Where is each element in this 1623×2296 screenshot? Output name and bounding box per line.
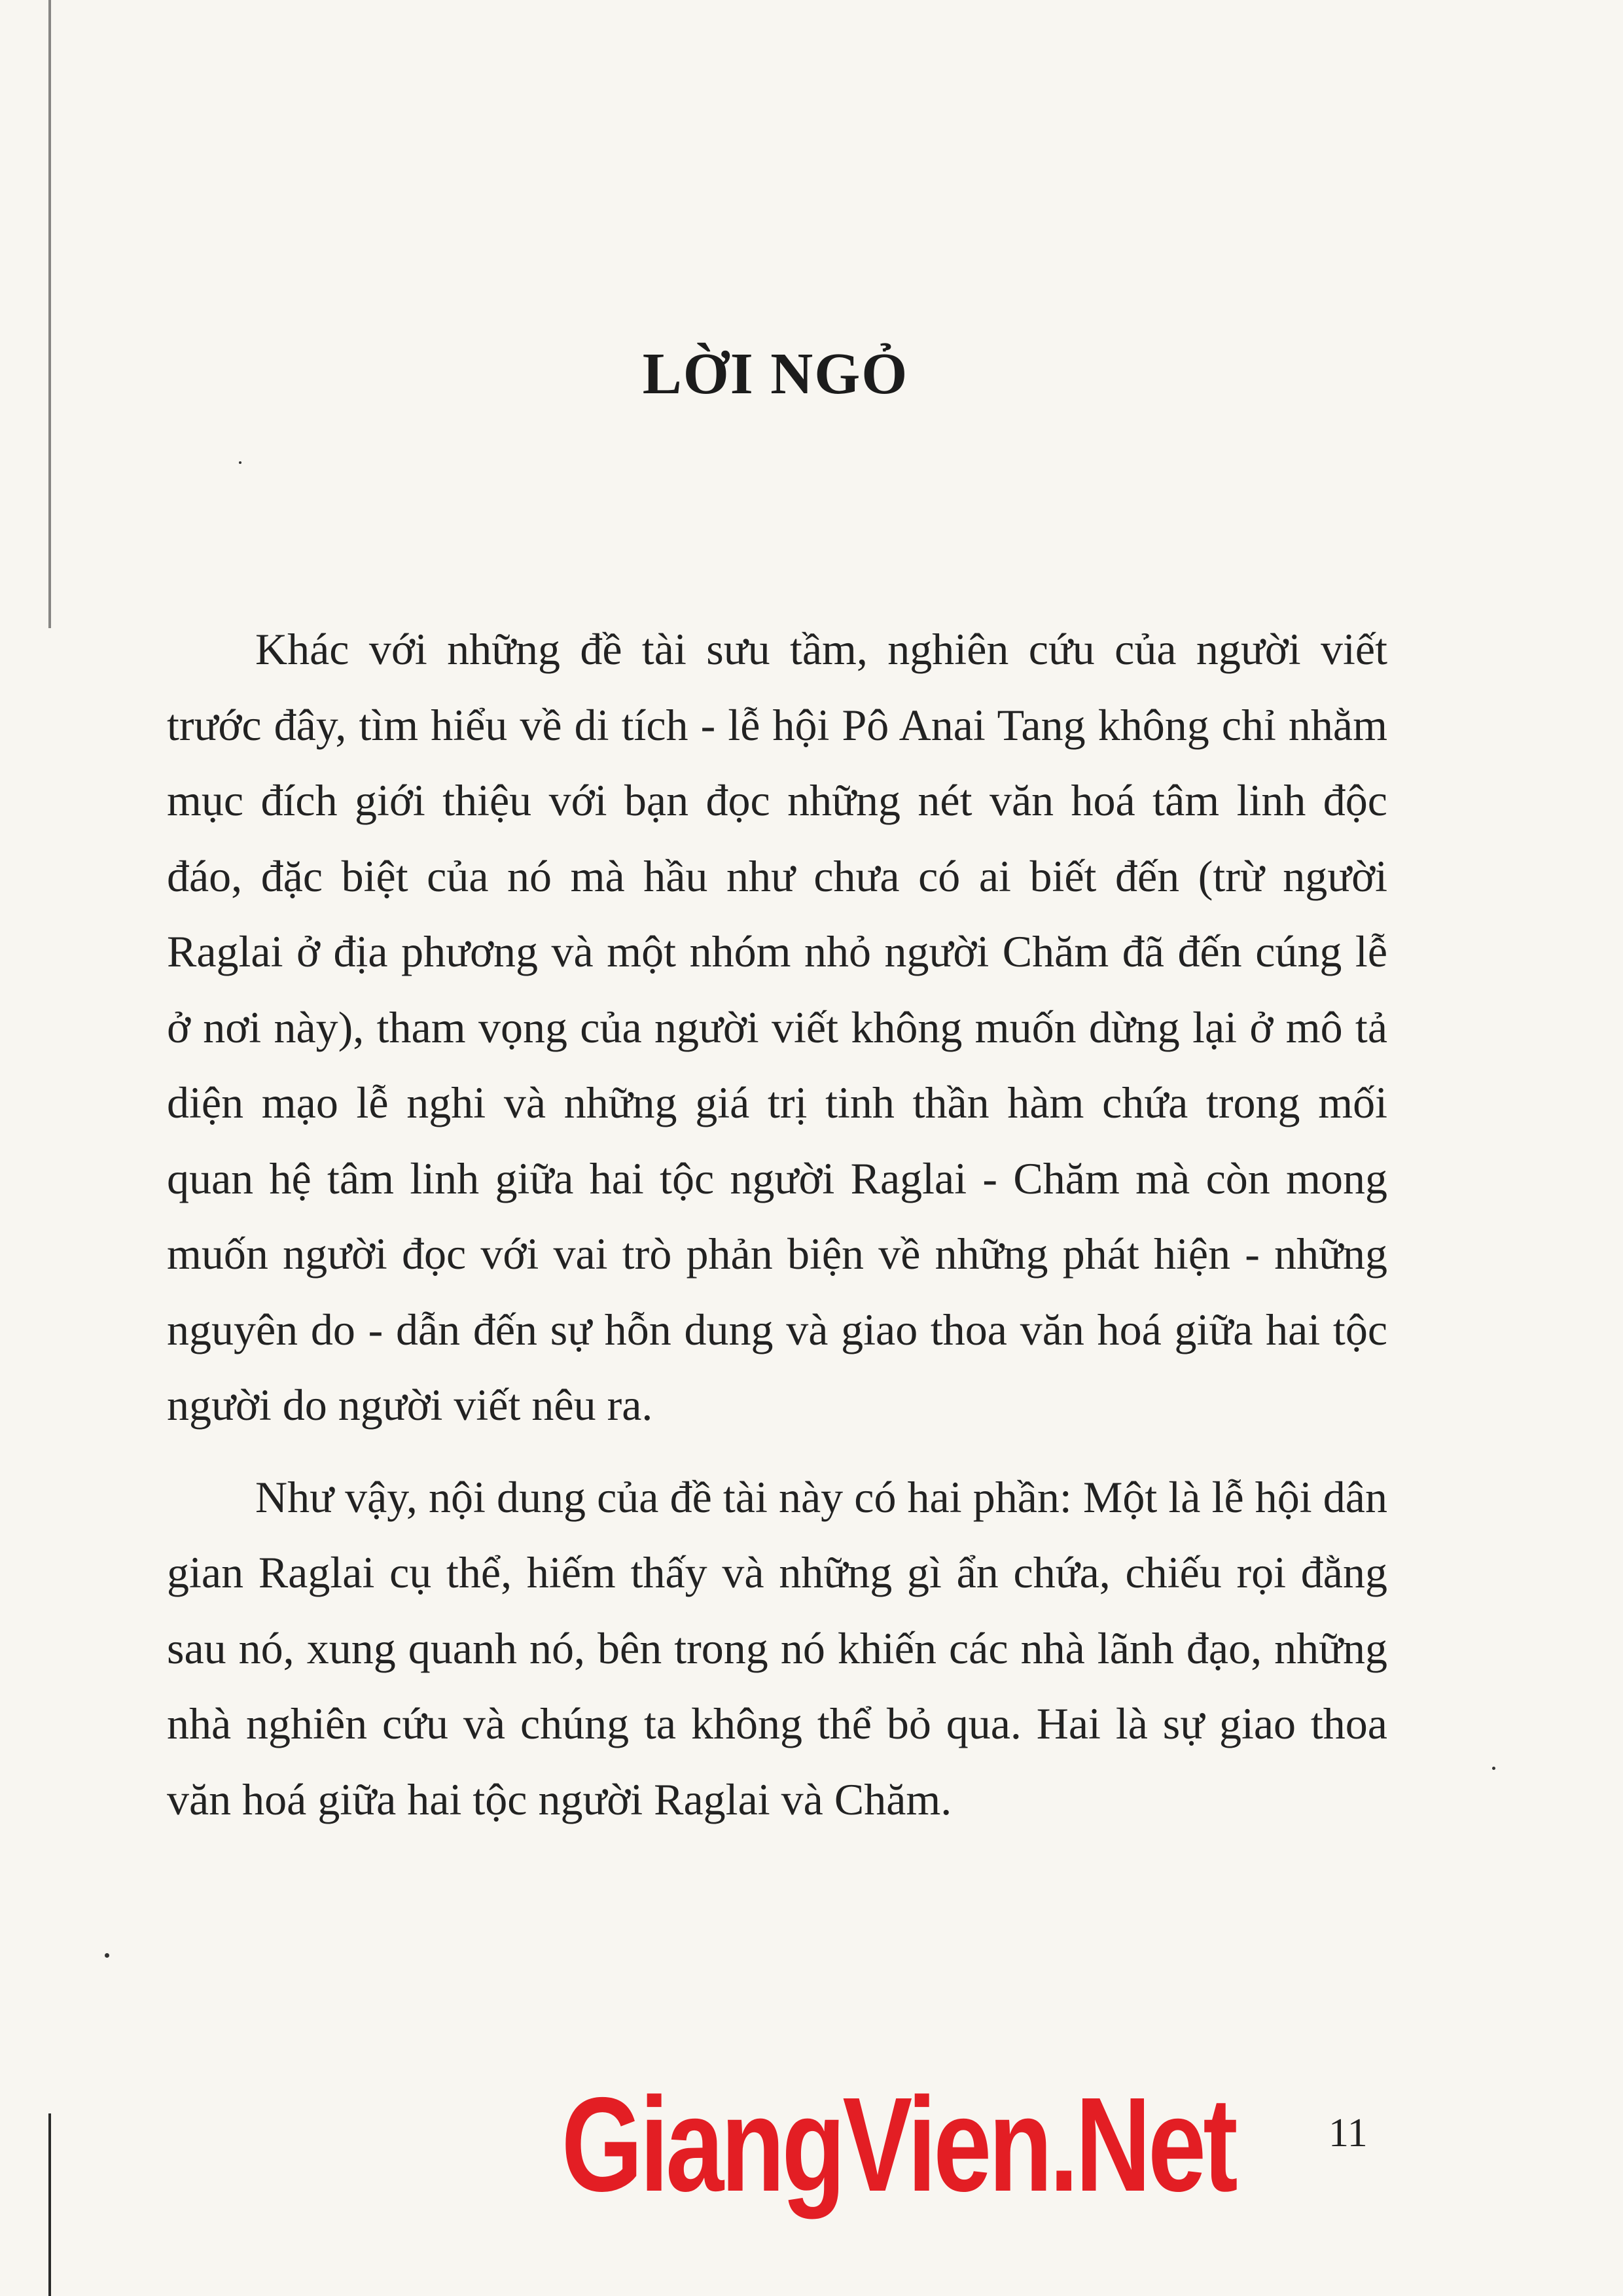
page-edge-shadow-bottom xyxy=(48,2113,51,2296)
chapter-heading: LỜI NGỎ xyxy=(642,342,909,406)
scan-speck xyxy=(105,1953,109,1958)
paragraph-2: Như vậy, nội dung của đề tài này có hai phần: Một là lễ hội dân gian Raglai cụ thể, hiếm thấy và những gì ẩn chứa, chiếu rọi đằng sau nó, xung quanh nó, bên trong nó khiến các nhà lãnh đạo, những nhà nghiên cứu và chúng ta không thể bỏ qua. Hai là sự giao thoa văn hoá giữa hai tộc người Raglai và Chăm. xyxy=(167,1472,1387,1824)
page-edge-shadow-top xyxy=(48,0,51,628)
watermark-logo: GiangVien.Net xyxy=(561,2070,1235,2219)
scan-speck xyxy=(239,461,241,464)
scan-speck xyxy=(1492,1767,1495,1770)
body-text xyxy=(167,612,1387,1837)
page-number: 11 xyxy=(1329,2111,1368,2155)
paragraph-1: Khác với những đề tài sưu tầm, nghiên cứu của người viết trước đây, tìm hiểu về di tích - lễ hội Pô Anai Tang không chỉ nhằm mục đích giới thiệu với bạn đọc những nét văn hoá tâm linh độc đáo, đặc biệt của nó mà hầu như chưa có ai biết đến (trừ người Raglai ở địa phương và một nhóm nhỏ người Chăm đã đến cúng lễ ở nơi này), tham vọng của người viết không muốn dừng lại ở mô tả diện mạo lễ nghi và những giá trị tinh thần hàm chứa trong mối quan hệ tâm linh giữa hai tộc người Raglai - Chăm mà còn mong muốn người đọc với vai trò phản biện về những phát hiện - những nguyên do - dẫn đến sự hỗn dung và giao thoa văn hoá giữa hai tộc người do người viết nêu ra. xyxy=(167,624,1387,1430)
